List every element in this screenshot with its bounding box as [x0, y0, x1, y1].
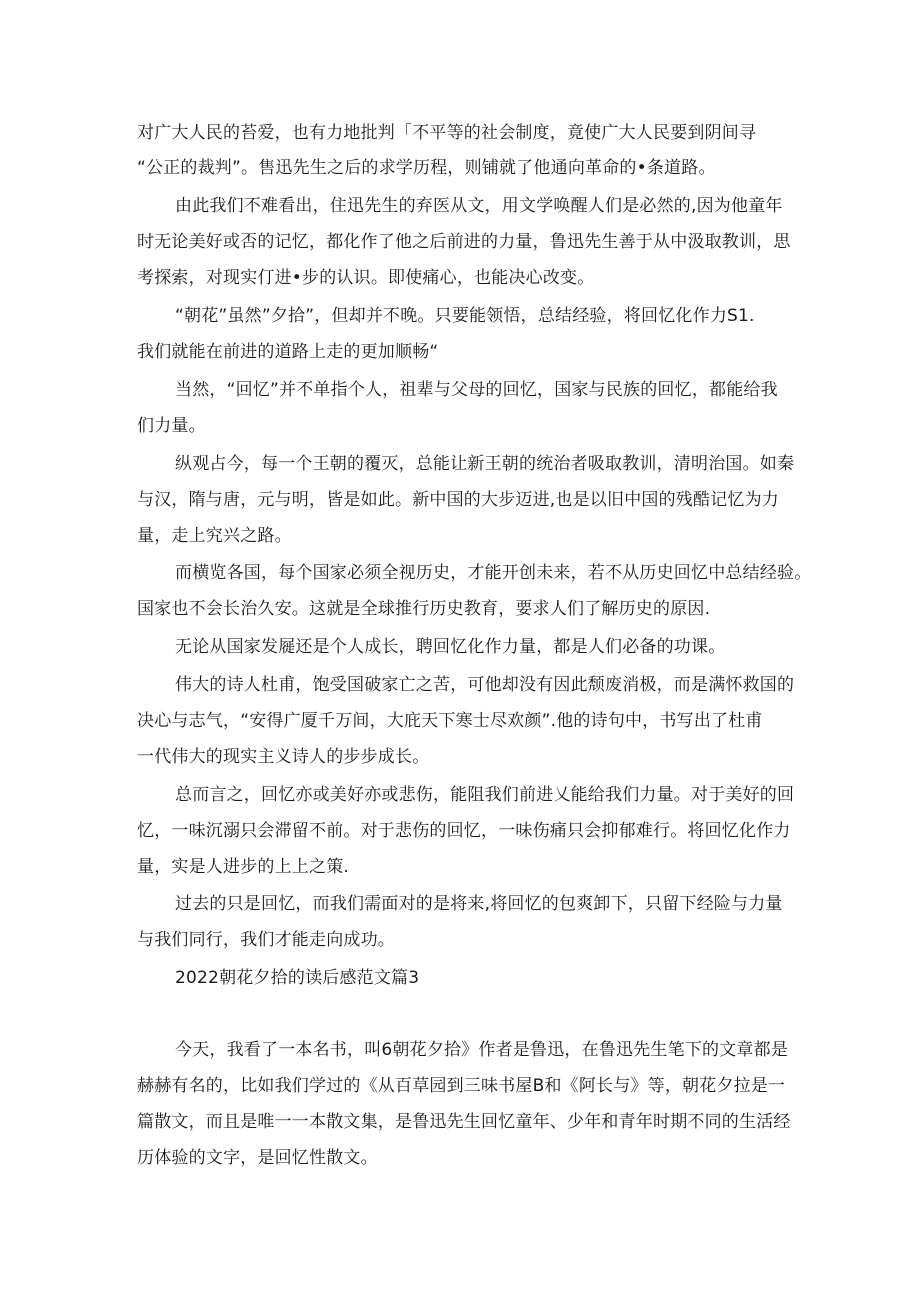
- paragraph-first-line: 纵观占今，每一个王朝的覆灭，总能让新王朝的统治者吸取教训，清明治国。如秦: [175, 454, 795, 474]
- paragraph-first-line: 伟大的诗人杜甫，饱受国破家亡之苦，可他却没有因此颓废消极，而是满怀救国的: [175, 675, 795, 695]
- text-line: 考探索，对现实仃进•步的认识。即使痛心，也能决心改变。: [137, 268, 595, 288]
- text-line: 量，走上究兴之路。: [137, 526, 292, 546]
- paragraph-first-line: 当然，“回忆”并不单指个人，祖辈与父母的回忆，国家与民族的回忆，都能给我: [175, 380, 778, 400]
- paragraph-first-line: 无论从国家发屣还是个人成长，聘回忆化作力量，都是人们必备的功课。: [175, 637, 726, 657]
- text-line: 忆，一味沉溺只会滞留不前。对于悲伤的回忆，一味伤痛只会抑郁难行。将回忆化作力: [137, 821, 791, 841]
- paragraph-first-line: 总而言之，回忆亦或美好亦或悲伤，能阻我们前进乂能给我们力量。对于美好的回: [175, 785, 795, 805]
- paragraph-first-line: 由此我们不难看出，住迅先生的弃医从文，用文学唤醒人们是必然的,因为他童年: [175, 196, 783, 216]
- section-heading: 2022朝花夕拾的读后感范文篇3: [175, 968, 420, 988]
- text-line: 量，实是人进步的上上之策.: [137, 857, 350, 877]
- text-line: 我们就能在前进的道路上走的更加顺畅“: [137, 342, 439, 362]
- text-line: 时无论美好或否的记忆，都化作了他之后前进的力量，鲁迅先生善于从中汲取教训，思: [137, 232, 791, 252]
- text-line: 历体验的文字，是回忆性散文。: [137, 1148, 378, 1168]
- text-line: 与我们同行，我们才能走向成功。: [137, 930, 395, 950]
- text-line: 篇散文，而且是唯一一本散文集，是鲁迅先生回忆童年、少年和青年时期不同的生活经: [137, 1112, 791, 1132]
- text-line: 们力量。: [137, 416, 206, 436]
- text-line: 一代伟大的现实主义诗人的步步成长。: [137, 747, 430, 767]
- text-line: 对广大人民的苔爱，也有力地批判「不平等的社会制度，竟使广大人民要到阴间寻: [137, 123, 757, 143]
- paragraph-first-line: “朝花”虽然”夕拾”，但却并不晚。只要能领悟，总结经验，将回忆化作力S1.: [175, 306, 755, 326]
- paragraph-first-line: 过去的只是回忆，而我们需面对的是将来,将回忆的包爽卸下，只留下经险与力量: [175, 894, 783, 914]
- text-line: 赫赫有名的，比如我们学过的《从百草园到三味书屋B和《阿长与》等，朝花夕拉是一: [137, 1076, 786, 1096]
- text-line: “公正的裁判”。售迅先生之后的求学历程，则铺就了他通向革命的•条道路。: [137, 158, 716, 178]
- text-line: 国家也不会长治久安。这就是全球推行历史教育，要求人们了解历史的原因.: [137, 599, 711, 619]
- paragraph-first-line: 而横览各国，每个国家必须全视历史，才能开创未来，若不从历史回忆中总结经验。: [175, 563, 812, 583]
- text-line: 与汉，隋与唐，元与明，皆是如此。新中国的大步迈进,也是以旧中国的残酷记忆为力: [137, 490, 780, 510]
- paragraph-first-line: 今天，我看了一本名书，叫6朝花夕拾》作者是鲁迅，在鲁迅先生笔下的文章都是: [175, 1040, 789, 1060]
- text-line: 决心与志气，“安得广厦千万间，大庇天下寒士尽欢颜”.他的诗句中，书写出了杜甫: [137, 711, 763, 731]
